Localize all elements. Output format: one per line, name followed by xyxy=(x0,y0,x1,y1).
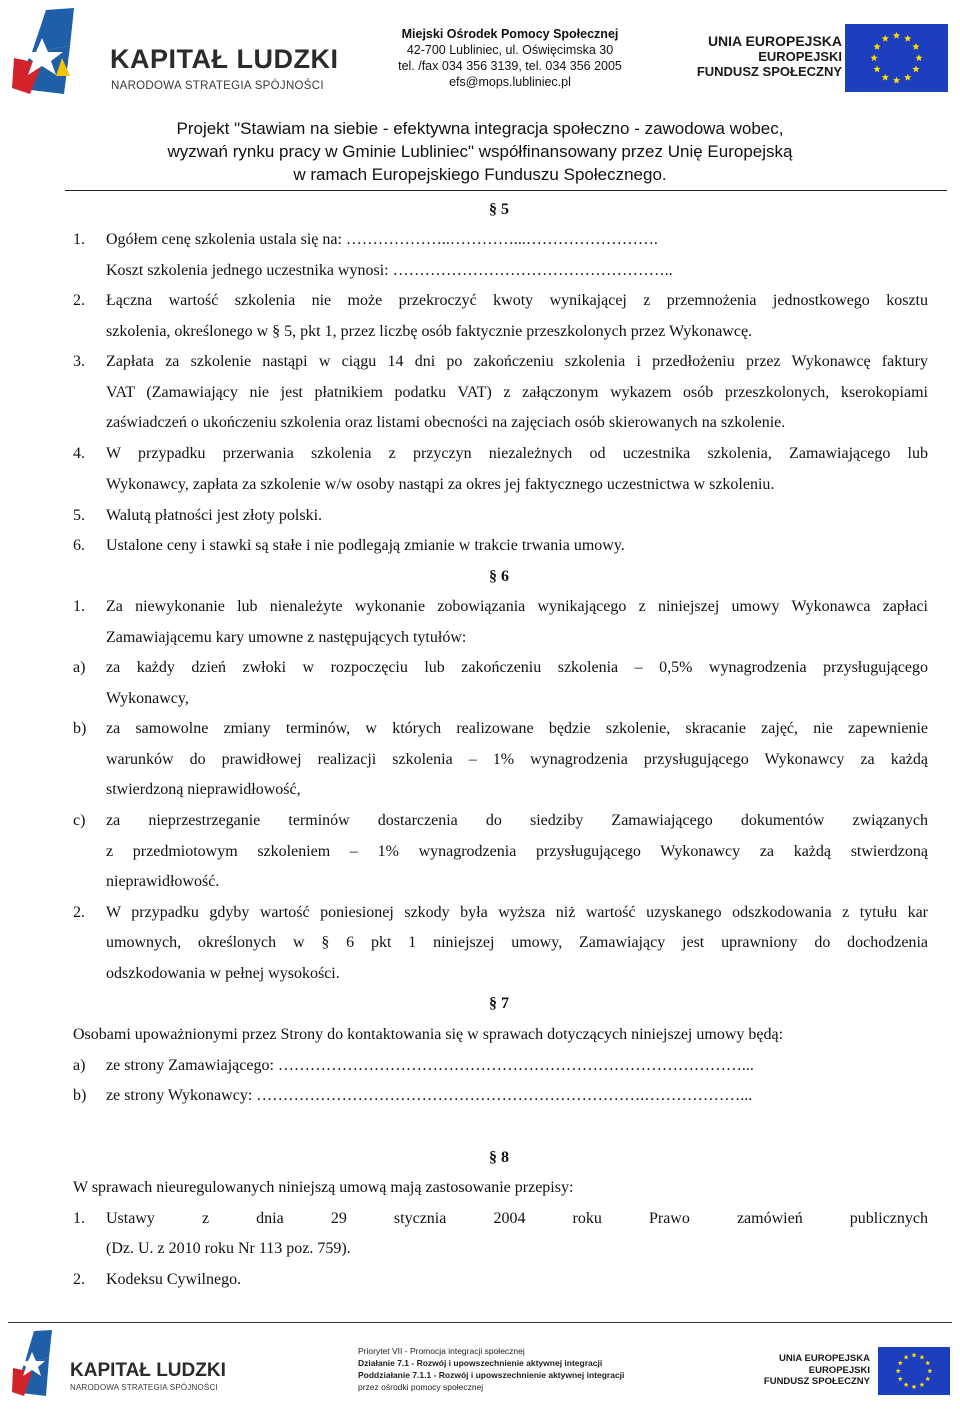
footer-eu-flag-icon xyxy=(878,1347,950,1395)
list-letter: b) xyxy=(73,1087,87,1104)
paragraph-line: Walutą płatności jest złoty polski. xyxy=(106,507,323,524)
section-heading-7: § 7 xyxy=(489,995,509,1012)
kapital-ludzki-emblem-icon xyxy=(12,8,92,96)
eu-star xyxy=(874,43,881,50)
list-number: 4. xyxy=(73,445,85,462)
list-number: 2. xyxy=(73,904,85,921)
footer-priority: Priorytet VII - Promocja integracji społecznej xyxy=(358,1346,525,1356)
paragraph-line: za nieprzestrzeganie terminów dostarczenia do siedziby Zamawiającego dokumentów związanych xyxy=(106,812,928,829)
eu-star xyxy=(911,1353,916,1358)
eu-star xyxy=(882,74,889,81)
footer-subaction-cont: przez ośrodki pomocy społecznej xyxy=(358,1382,484,1392)
eu-line3: FUNDUSZ SPOŁECZNY xyxy=(696,64,842,79)
footer-eu-text xyxy=(760,1353,870,1388)
list-number: 3. xyxy=(73,353,85,370)
list-number: 1. xyxy=(73,598,85,615)
list-letter: b) xyxy=(73,720,87,737)
eu-star xyxy=(911,1384,916,1389)
project-title xyxy=(60,117,900,186)
footer-eu-line1: UNIA EUROPEJSKA xyxy=(779,1353,870,1364)
unit-cost-line: Koszt szkolenia jednego uczestnika wynosi: …………………………………………….. xyxy=(106,262,673,279)
list-letter: a) xyxy=(73,659,86,676)
project-line3: w ramach Europejskiego Funduszu Społecznego. xyxy=(293,165,667,184)
paragraph-line: stwierdzoną nieprawidłowość, xyxy=(106,781,301,798)
eu-star xyxy=(904,1382,909,1387)
footer-eu-efs-logo xyxy=(760,1347,955,1397)
eu-star xyxy=(896,1368,901,1373)
mops-name: Miejski Ośrodek Pomocy Społecznej xyxy=(401,27,619,41)
paragraph-line: Za niewykonanie lub nienależyte wykonanie zobowiązania wynikającego z niniejszej umowy Wykonawca zapłaci xyxy=(106,598,928,615)
kapital-ludzki-title: KAPITAŁ LUDZKI xyxy=(110,44,339,74)
paragraph-line: Łączna wartość szkolenia nie może przekroczyć kwoty wynikającej z przemnożenia jednostkowego kosztu xyxy=(106,292,928,309)
eu-text xyxy=(690,34,842,79)
eu-star xyxy=(925,1376,930,1381)
paragraph-line: Ustalone ceny i stawki są stałe i nie podlegają zmianie w trakcie trwania umowy. xyxy=(106,537,625,554)
paragraph-line: Kodeksu Cywilnego. xyxy=(106,1271,242,1288)
paragraph-line: za każdy dzień zwłoki w rozpoczęciu lub zakończeniu szkolenia – 0,5% wynagrodzenia przysługującego xyxy=(106,659,928,676)
paragraph-line: odszkodowania w pełnej wysokości. xyxy=(106,965,340,982)
paragraph-line: Wykonawcy, zapłata za szkolenie w/w osoby nastąpi za okres jej faktycznego uczestnictwa w szkoleniu. xyxy=(106,476,775,493)
list-number: 2. xyxy=(73,1271,85,1288)
eu-star xyxy=(904,1355,909,1360)
paragraph-line: nieprawidłowość. xyxy=(106,873,220,890)
section-heading-8: § 8 xyxy=(489,1149,509,1166)
mops-phone: tel. /fax 034 356 3139, tel. 034 356 2005 xyxy=(398,59,622,73)
eu-star xyxy=(919,1355,924,1360)
eu-star xyxy=(874,65,881,72)
kapital-ludzki-logo xyxy=(12,8,342,98)
eu-star xyxy=(925,1360,930,1365)
section-heading-5: § 5 xyxy=(489,201,509,218)
paragraph-line: W sprawach nieuregulowanych niniejszą umową mają zastosowanie przepisy: xyxy=(73,1179,574,1196)
paragraph-line: VAT (Zamawiający nie jest płatnikiem podatku VAT) z załączonym wykazem osób przeszkolonych, kserokopiami xyxy=(106,384,928,401)
paragraph-line: Osobami upoważnionymi przez Strony do kontaktowania się w sprawach dotyczących niniejszej umowy będą: xyxy=(73,1026,784,1043)
mops-address: 42-700 Lubliniec, ul. Oświęcimska 30 xyxy=(406,43,614,57)
kapital-ludzki-emblem-icon xyxy=(12,1330,62,1398)
list-number: 1. xyxy=(73,1210,85,1227)
paragraph-line: Zapłata za szkolenie nastąpi w ciągu 14 dni po zakończeniu szkolenia i przedłożeniu przez Wykonawcę faktury xyxy=(106,353,928,370)
paragraph-line: W przypadku przerwania szkolenia z przyczyn niezależnych od uczestnika szkolenia, Zamawiającego lub xyxy=(106,445,928,462)
eu-star xyxy=(893,32,900,39)
eu-star xyxy=(927,1368,932,1373)
footer-eu-line2: EUROPEJSKI xyxy=(808,1364,870,1376)
eu-star xyxy=(882,35,889,42)
list-letter: a) xyxy=(73,1057,86,1074)
footer-subaction: Poddziałanie 7.1.1 - Rozwój i upowszechnienie aktywnej integracji xyxy=(358,1370,625,1380)
footer-kapital-ludzki-subtitle: NARODOWA STRATEGIA SPÓJNOŚCI xyxy=(70,1383,218,1392)
eu-star xyxy=(893,77,900,84)
eu-star xyxy=(871,54,878,61)
paragraph-line: warunków do prawidłowej realizacji szkolenia – 1% wynagrodzenia przysługującego Wykonawcy za każdą xyxy=(106,751,928,768)
paragraph-line: Wykonawcy, xyxy=(106,690,189,707)
eu-star xyxy=(904,74,911,81)
eu-star xyxy=(898,1376,903,1381)
paragraph-line: zaświadczeń o ukończeniu szkolenia oraz listami obecności na zajęciach osób skierowanych na szkolenie. xyxy=(106,414,786,431)
footer-kapital-ludzki-title: KAPITAŁ LUDZKI xyxy=(70,1360,226,1381)
list-number: 6. xyxy=(73,537,85,554)
paragraph-line: W przypadku gdyby wartość poniesionej szkody była wyższa niż wartość uzyskanego odszkodowania z tytułu kar xyxy=(106,904,928,921)
footer-divider xyxy=(8,1322,952,1323)
eu-flag-icon xyxy=(845,24,948,92)
project-line2: wyzwań rynku pracy w Gminie Lubliniec" współfinansowany przez Unię Europejską xyxy=(167,142,793,161)
section-heading-6: § 6 xyxy=(489,568,509,585)
contact-ordering-party-line: ze strony Zamawiającego: ……………………………………………………………………………... xyxy=(106,1057,754,1074)
eu-line2: EUROPEJSKI xyxy=(758,49,842,64)
paragraph-line: Ustawy z dnia 29 stycznia 2004 roku Prawo zamówień publicznych xyxy=(106,1210,928,1227)
header-divider xyxy=(65,190,947,191)
contact-contractor-line: ze strony Wykonawcy: ……………………………………………………………….………………... xyxy=(106,1087,753,1104)
eu-star xyxy=(912,65,919,72)
footer-eu-line3: FUNDUSZ SPOŁECZNY xyxy=(763,1376,870,1387)
paragraph-line: za samowolne zmiany terminów, w których realizowane będzie szkolenie, skracanie zajęć, nie zapewnienie xyxy=(106,720,928,737)
footer-kapital-ludzki-logo xyxy=(12,1330,342,1400)
kapital-ludzki-subtitle: NARODOWA STRATEGIA SPÓJNOŚCI xyxy=(111,80,324,92)
paragraph-line: z przedmiotowym szkoleniem – 1% wynagrodzenia przysługującego Wykonawcy za każdą stwierdzoną xyxy=(106,843,928,860)
list-number: 1. xyxy=(73,231,85,248)
eu-star xyxy=(898,1360,903,1365)
footer-programme-info xyxy=(358,1345,624,1393)
total-price-line: Ogółem cenę szkolenia ustala się na: ………………..…………...……………………. xyxy=(106,231,658,248)
eu-line1: UNIA EUROPEJSKA xyxy=(707,33,842,49)
list-number: 5. xyxy=(73,507,85,524)
list-number: 2. xyxy=(73,292,85,309)
project-line1: Projekt "Stawiam na siebie - efektywna integracja społeczno - zawodowa wobec, xyxy=(176,119,784,138)
footer-action: Działanie 7.1 - Rozwój i upowszechnienie aktywnej integracji xyxy=(358,1358,603,1368)
eu-star xyxy=(904,35,911,42)
paragraph-line: umownych, określonych w § 6 pkt 1 niniejszej umowy, Zamawiający jest uprawniony do dochodzenia xyxy=(106,934,928,951)
eu-star xyxy=(919,1382,924,1387)
eu-star xyxy=(915,54,922,61)
paragraph-line: Zamawiającemu kary umowne z następujących tytułów: xyxy=(106,629,467,646)
paragraph-line: (Dz. U. z 2010 roku Nr 113 poz. 759). xyxy=(106,1240,351,1257)
list-letter: c) xyxy=(73,812,86,829)
eu-efs-logo xyxy=(690,20,950,95)
mops-address-block xyxy=(380,26,640,90)
paragraph-line: szkolenia, określonego w § 5, pkt 1, przez liczbę osób faktycznie przeszkolonych przez Wykonawcę. xyxy=(106,323,753,340)
mops-email: efs@mops.lubliniec.pl xyxy=(449,75,571,89)
eu-star xyxy=(912,43,919,50)
